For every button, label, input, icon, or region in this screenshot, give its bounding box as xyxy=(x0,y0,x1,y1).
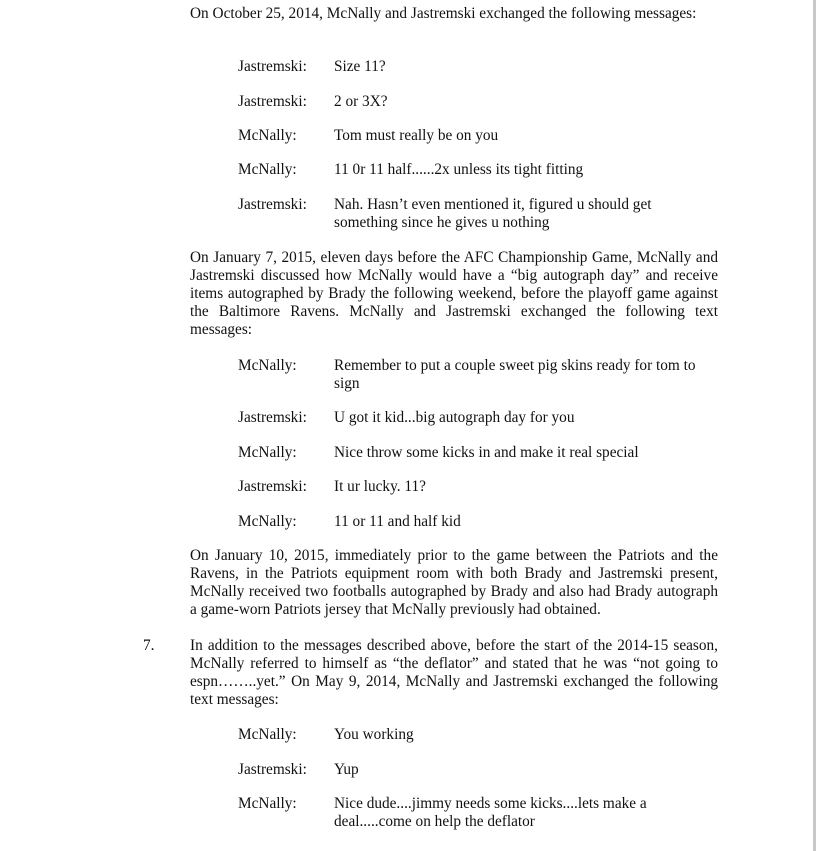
message-text: Nice dude....jimmy needs some kicks....lets make a deal.....come on help the deflator xyxy=(334,795,647,830)
message-text: You working xyxy=(334,726,414,743)
message-speaker: Jastremski: xyxy=(238,409,307,426)
message-text: Nice throw some kicks in and make it real special xyxy=(334,444,639,461)
paragraph-jan-10: On January 10, 2015, immediately prior to the game between the Patriots and the Ravens, in the Patriots equipment room with both Brady and Jastremski present, McNally received two footballs autographed by Brady and also had Brady autograph a game-worn Patriots jersey that McNally previously had obtained. xyxy=(190,547,718,618)
message-speaker: Jastremski: xyxy=(238,478,307,495)
paragraph-jan-7: On January 7, 2015, eleven days before the AFC Championship Game, McNally and Jastremski discussed how McNally would have a “big autograph day” and receive items autographed by Brady the following weekend, before the playoff game against the Baltimore Ravens. McNally and Jastremski exchanged the following text messages: xyxy=(190,249,718,338)
message-text: 11 0r 11 half......2x unless its tight fitting xyxy=(334,161,584,178)
message-speaker: Jastremski: xyxy=(238,196,307,213)
message-text: It ur lucky. 11? xyxy=(334,478,426,495)
message-speaker: McNally: xyxy=(238,444,297,461)
message-text: Tom must really be on you xyxy=(334,127,499,144)
message-text: 11 or 11 and half kid xyxy=(334,513,461,530)
message-speaker: Jastremski: xyxy=(238,761,307,778)
message-speaker: Jastremski: xyxy=(238,58,307,75)
message-speaker: Jastremski: xyxy=(238,93,307,110)
message-text: 2 or 3X? xyxy=(334,93,388,110)
paragraph-oct-25: On October 25, 2014, McNally and Jastremski exchanged the following messages: xyxy=(190,5,697,22)
message-speaker: McNally: xyxy=(238,161,297,178)
message-speaker: McNally: xyxy=(238,127,297,144)
message-text: Nah. Hasn’t even mentioned it, figured u should get something since he gives u nothing xyxy=(334,196,652,231)
message-speaker: McNally: xyxy=(238,513,297,530)
message-text: Yup xyxy=(334,761,359,778)
message-text: Size 11? xyxy=(334,58,386,75)
message-speaker: McNally: xyxy=(238,357,297,374)
message-text: U got it kid...big autograph day for you xyxy=(334,409,575,426)
message-text: Remember to put a couple sweet pig skins ready for tom to sign xyxy=(334,357,696,392)
paragraph-number: 7. xyxy=(143,637,155,654)
message-speaker: McNally: xyxy=(238,726,297,743)
paragraph-7: In addition to the messages described above, before the start of the 2014-15 season, McNally referred to himself as “the deflator” and stated that he was “not going to espn……..yet.” On May 9, 2014, McNally and Jastremski exchanged the following text messages: xyxy=(190,637,718,708)
message-speaker: McNally: xyxy=(238,795,297,812)
